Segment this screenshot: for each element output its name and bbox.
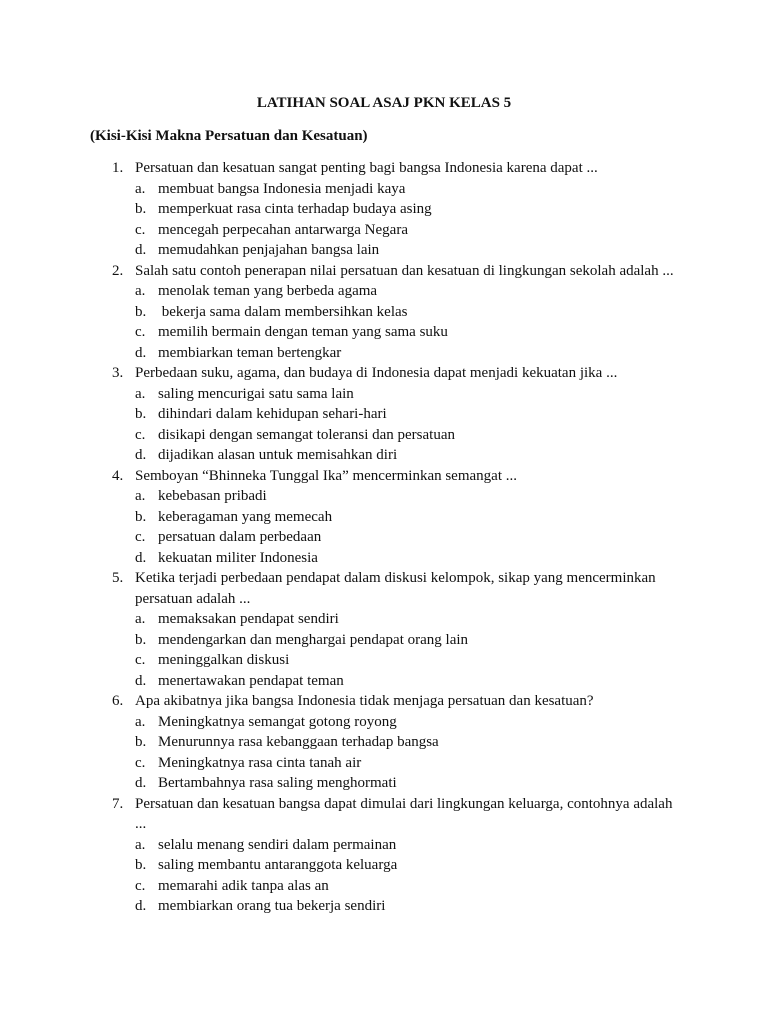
option-item bbox=[0, 630, 768, 651]
option-item bbox=[0, 322, 768, 343]
option-list bbox=[0, 384, 768, 466]
option-item bbox=[0, 445, 768, 466]
option-letter: d. bbox=[135, 672, 147, 689]
option-letter: d. bbox=[135, 344, 147, 361]
document-subtitle: (Kisi-Kisi Makna Persatuan dan Kesatuan) bbox=[90, 128, 368, 144]
option-letter: a. bbox=[135, 713, 146, 730]
option-letter: a. bbox=[135, 488, 146, 504]
option-list bbox=[0, 609, 768, 691]
option-text: bekerja sama dalam membersihkan kelas bbox=[158, 303, 408, 320]
option-item bbox=[0, 548, 768, 569]
option-text: memperkuat rasa cinta terhadap budaya asing bbox=[158, 201, 432, 217]
option-letter: c. bbox=[135, 754, 146, 771]
option-item bbox=[0, 835, 768, 856]
option-list bbox=[0, 281, 768, 363]
option-text: membiarkan teman bertengkar bbox=[158, 344, 342, 361]
option-letter: b. bbox=[135, 631, 147, 648]
option-text: membiarkan orang tua bekerja sendiri bbox=[158, 898, 386, 914]
option-item bbox=[0, 240, 768, 261]
option-letter: d. bbox=[135, 549, 147, 566]
document-title: LATIHAN SOAL ASAJ PKN KELAS 5 bbox=[256, 95, 512, 111]
option-item bbox=[0, 671, 768, 692]
question-text: Apa akibatnya jika bangsa Indonesia tidak menjaga persatuan dan kesatuan? bbox=[135, 693, 594, 709]
option-text: memilih bermain dengan teman yang sama suku bbox=[158, 324, 448, 340]
question-2 bbox=[0, 261, 768, 364]
question-number: 1. bbox=[112, 160, 124, 176]
option-item bbox=[0, 404, 768, 425]
question-number: 6. bbox=[112, 693, 124, 709]
question-text: Ketika terjadi perbedaan pendapat dalam diskusi kelompok, sikap yang mencerminkan persatuan adalah ... bbox=[135, 570, 656, 607]
option-list bbox=[0, 179, 768, 261]
option-letter: b. bbox=[135, 508, 147, 525]
option-item bbox=[0, 773, 768, 794]
option-text: menertawakan pendapat teman bbox=[158, 672, 344, 689]
option-letter: c. bbox=[135, 324, 146, 340]
option-text: memaksakan pendapat sendiri bbox=[158, 611, 339, 627]
option-text: saling mencurigai satu sama lain bbox=[158, 385, 354, 402]
option-letter: a. bbox=[135, 385, 146, 402]
question-1 bbox=[0, 158, 768, 261]
option-item bbox=[0, 650, 768, 671]
option-item bbox=[0, 179, 768, 200]
option-text: mencegah perpecahan antarwarga Negara bbox=[158, 221, 408, 238]
question-number: 2. bbox=[112, 262, 124, 279]
question-text: Perbedaan suku, agama, dan budaya di Indonesia dapat menjadi kekuatan jika ... bbox=[135, 365, 618, 381]
option-item bbox=[0, 712, 768, 733]
option-list bbox=[0, 835, 768, 917]
option-letter: b. bbox=[135, 303, 147, 320]
question-4 bbox=[0, 466, 768, 569]
question-list bbox=[0, 158, 768, 917]
option-letter: b. bbox=[135, 406, 147, 422]
option-letter: b. bbox=[135, 734, 147, 750]
option-item bbox=[0, 507, 768, 528]
option-item bbox=[0, 302, 768, 323]
question-number: 5. bbox=[112, 570, 124, 586]
option-letter: c. bbox=[135, 652, 146, 668]
option-item bbox=[0, 753, 768, 774]
option-text: dihindari dalam kehidupan sehari-hari bbox=[158, 406, 387, 422]
option-item bbox=[0, 343, 768, 364]
option-letter: d. bbox=[135, 898, 147, 914]
question-3 bbox=[0, 363, 768, 466]
question-text: Persatuan dan kesatuan bangsa dapat dimulai dari lingkungan keluarga, contohnya adalah ... bbox=[135, 795, 673, 832]
option-item bbox=[0, 486, 768, 507]
option-item bbox=[0, 855, 768, 876]
option-letter: c. bbox=[135, 529, 146, 545]
option-letter: c. bbox=[135, 221, 146, 238]
option-text: Bertambahnya rasa saling menghormati bbox=[158, 775, 397, 791]
option-letter: c. bbox=[135, 426, 146, 443]
option-text: menolak teman yang berbeda agama bbox=[158, 283, 378, 299]
option-text: membuat bangsa Indonesia menjadi kaya bbox=[158, 180, 406, 197]
option-text: memarahi adik tanpa alas an bbox=[158, 877, 329, 894]
option-item bbox=[0, 527, 768, 548]
option-text: kebebasan pribadi bbox=[158, 488, 267, 504]
option-text: Meningkatnya semangat gotong royong bbox=[158, 713, 397, 730]
question-5 bbox=[0, 568, 768, 691]
question-text: Persatuan dan kesatuan sangat penting bagi bangsa Indonesia karena dapat ... bbox=[135, 160, 598, 176]
option-list bbox=[0, 486, 768, 568]
question-number: 4. bbox=[112, 467, 124, 484]
option-letter: a. bbox=[135, 283, 146, 299]
question-number: 7. bbox=[112, 795, 124, 812]
option-item bbox=[0, 609, 768, 630]
question-text: Salah satu contoh penerapan nilai persatuan dan kesatuan di lingkungan sekolah adalah ... bbox=[135, 262, 674, 279]
option-letter: d. bbox=[135, 447, 147, 463]
option-letter: a. bbox=[135, 611, 146, 627]
question-6 bbox=[0, 691, 768, 794]
option-text: Menurunnya rasa kebanggaan terhadap bangsa bbox=[158, 734, 439, 750]
option-letter: d. bbox=[135, 242, 147, 258]
question-text: Semboyan “Bhinneka Tunggal Ika” mencerminkan semangat ... bbox=[135, 467, 517, 484]
question-number: 3. bbox=[112, 365, 124, 381]
option-text: selalu menang sendiri dalam permainan bbox=[158, 836, 397, 853]
option-text: saling membantu antaranggota keluarga bbox=[158, 857, 398, 873]
option-item bbox=[0, 199, 768, 220]
option-text: Meningkatnya rasa cinta tanah air bbox=[158, 754, 362, 771]
option-text: memudahkan penjajahan bangsa lain bbox=[158, 242, 380, 258]
option-text: persatuan dalam perbedaan bbox=[158, 529, 322, 545]
option-text: kekuatan militer Indonesia bbox=[158, 549, 318, 566]
option-item bbox=[0, 732, 768, 753]
option-text: dijadikan alasan untuk memisahkan diri bbox=[158, 447, 398, 463]
option-item bbox=[0, 384, 768, 405]
option-letter: d. bbox=[135, 775, 147, 791]
option-text: disikapi dengan semangat toleransi dan persatuan bbox=[158, 426, 455, 443]
option-item bbox=[0, 876, 768, 897]
option-item bbox=[0, 281, 768, 302]
option-list bbox=[0, 712, 768, 794]
option-text: mendengarkan dan menghargai pendapat orang lain bbox=[158, 631, 469, 648]
option-item bbox=[0, 220, 768, 241]
option-letter: b. bbox=[135, 201, 147, 217]
option-item bbox=[0, 896, 768, 917]
option-letter: c. bbox=[135, 877, 146, 894]
option-text: meninggalkan diskusi bbox=[158, 652, 290, 668]
option-letter: a. bbox=[135, 836, 146, 853]
option-letter: b. bbox=[135, 857, 147, 873]
option-text: keberagaman yang memecah bbox=[158, 508, 333, 525]
question-7 bbox=[0, 794, 768, 917]
option-item bbox=[0, 425, 768, 446]
option-letter: a. bbox=[135, 180, 146, 197]
